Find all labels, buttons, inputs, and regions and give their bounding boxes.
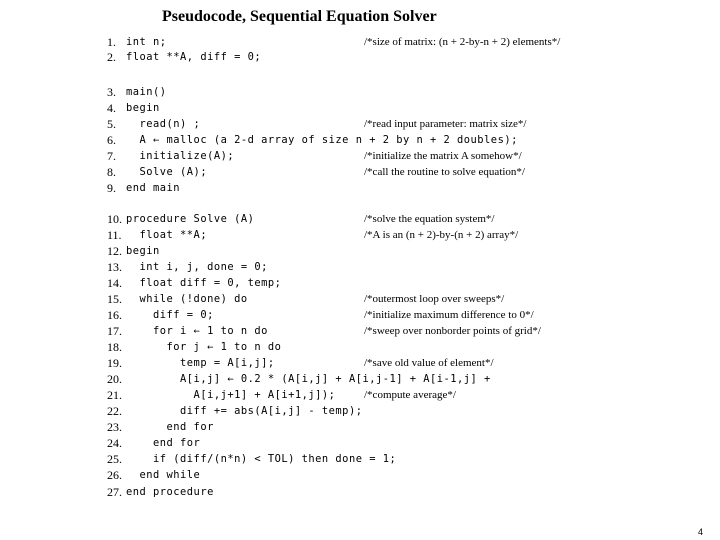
code-comment: /*read input parameter: matrix size*/: [364, 118, 527, 130]
code-text: if (diff/(n*n) < TOL) then done = 1;: [126, 453, 397, 465]
line-number: 16.: [107, 308, 122, 322]
code-text: end for: [126, 421, 214, 433]
page-title: Pseudocode, Sequential Equation Solver: [162, 8, 437, 25]
line-number: 6.: [107, 133, 116, 147]
line-number: 4.: [107, 101, 116, 115]
line-number: 5.: [107, 117, 116, 131]
line-number: 9.: [107, 181, 116, 195]
code-text: Solve (A);: [126, 166, 208, 178]
line-number: 26.: [107, 468, 122, 482]
code-text: end for: [126, 437, 201, 449]
line-number: 24.: [107, 436, 122, 450]
code-text: float diff = 0, temp;: [126, 277, 282, 289]
code-text: procedure Solve (A): [126, 213, 255, 225]
code-text: A[i,j+1] + A[i+1,j]);: [126, 389, 336, 401]
code-text: float **A;: [126, 229, 208, 241]
line-number: 10.: [107, 212, 122, 226]
line-number: 18.: [107, 340, 122, 354]
line-number: 8.: [107, 165, 116, 179]
code-comment: /*initialize the matrix A somehow*/: [364, 150, 522, 162]
code-text: int n;: [126, 36, 167, 48]
code-text: temp = A[i,j];: [126, 357, 275, 369]
code-text: for i ← 1 to n do: [126, 325, 268, 337]
line-number: 13.: [107, 260, 122, 274]
code-text: end while: [126, 469, 201, 481]
code-comment: /*outermost loop over sweeps*/: [364, 293, 505, 305]
line-number: 15.: [107, 292, 122, 306]
code-text: end procedure: [126, 486, 214, 498]
code-text: A[i,j] ← 0.2 * (A[i,j] + A[i,j-1] + A[i-1,j] +: [126, 373, 491, 385]
code-text: read(n) ;: [126, 118, 201, 130]
page-number: 4: [698, 527, 704, 537]
code-text: int i, j, done = 0;: [126, 261, 268, 273]
line-number: 27.: [107, 485, 122, 499]
line-number: 25.: [107, 452, 122, 466]
line-number: 2.: [107, 50, 116, 64]
code-comment: /*initialize maximum difference to 0*/: [364, 309, 534, 321]
code-comment: /*save old value of element*/: [364, 357, 494, 369]
line-number: 7.: [107, 149, 116, 163]
line-number: 19.: [107, 356, 122, 370]
line-number: 20.: [107, 372, 122, 386]
code-text: A ← malloc (a 2-d array of size n + 2 by n + 2 doubles);: [126, 134, 518, 146]
code-comment: /*A is an (n + 2)-by-(n + 2) array*/: [364, 229, 519, 241]
code-text: begin: [126, 102, 160, 114]
code-text: diff += abs(A[i,j] - temp);: [126, 405, 363, 417]
line-number: 12.: [107, 244, 122, 258]
code-comment: /*solve the equation system*/: [364, 213, 495, 225]
line-number: 21.: [107, 388, 122, 402]
line-number: 3.: [107, 85, 116, 99]
code-text: initialize(A);: [126, 150, 235, 162]
line-number: 17.: [107, 324, 122, 338]
code-text: while (!done) do: [126, 293, 248, 305]
line-number: 22.: [107, 404, 122, 418]
code-comment: /*call the routine to solve equation*/: [364, 166, 525, 178]
line-number: 14.: [107, 276, 122, 290]
code-comment: /*sweep over nonborder points of grid*/: [364, 325, 541, 337]
line-number: 23.: [107, 420, 122, 434]
code-text: for j ← 1 to n do: [126, 341, 282, 353]
line-number: 11.: [107, 228, 122, 242]
line-number: 1.: [107, 35, 116, 49]
code-text: float **A, diff = 0;: [126, 51, 262, 63]
code-text: main(): [126, 86, 167, 98]
code-comment: /*compute average*/: [364, 389, 456, 401]
code-comment: /*size of matrix: (n + 2-by-n + 2) elements*/: [364, 36, 561, 48]
code-text: begin: [126, 245, 160, 257]
code-text: end main: [126, 182, 181, 194]
code-text: diff = 0;: [126, 309, 214, 321]
